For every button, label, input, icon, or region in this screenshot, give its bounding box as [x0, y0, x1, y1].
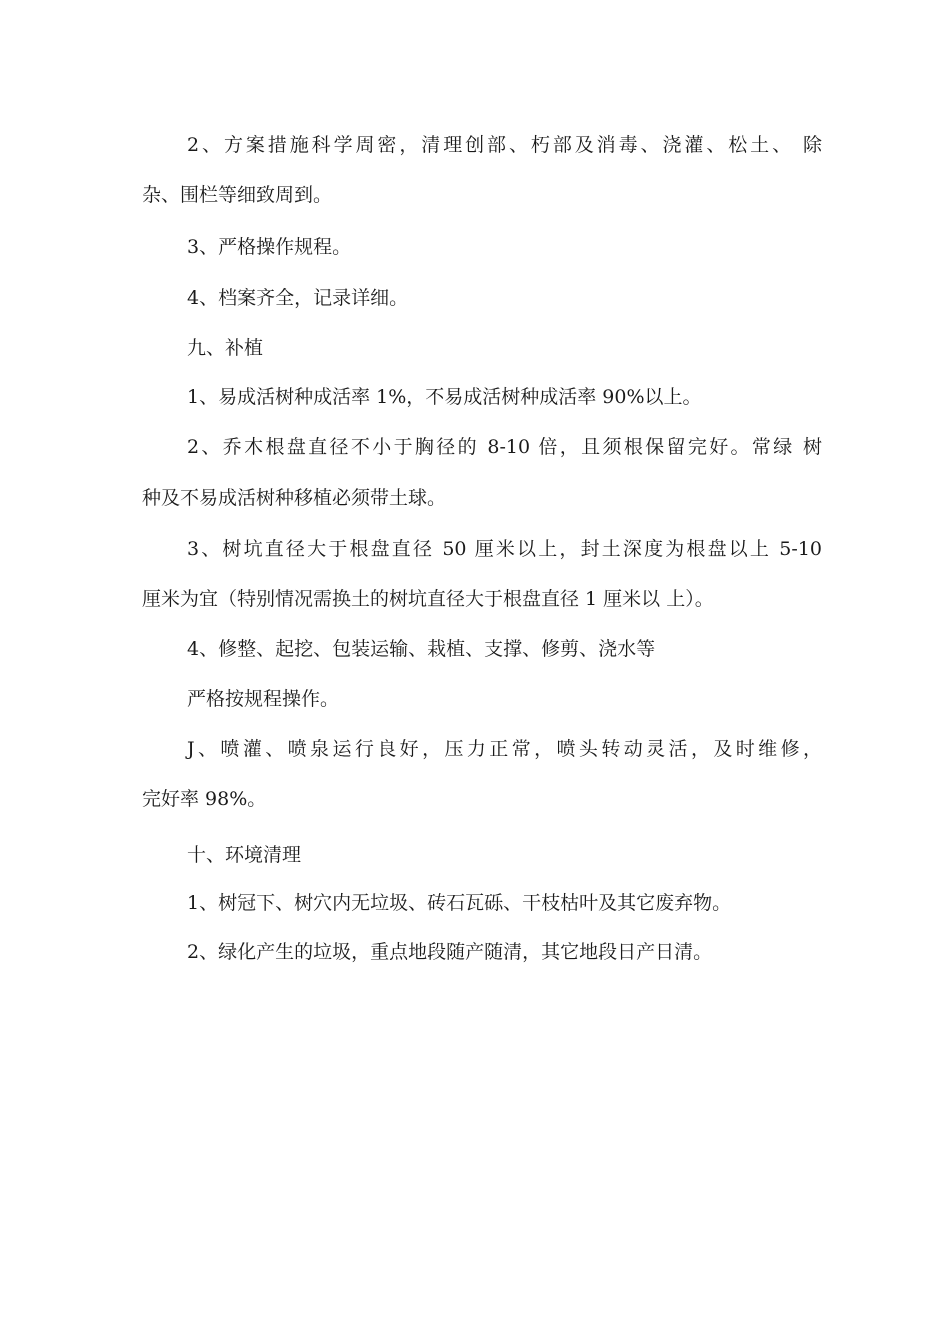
paragraph-line: 杂、围栏等细致周到。	[142, 184, 333, 206]
paragraph-line: 2、方案措施科学周密，清理创部、朽部及消毒、浇灌、松土、 除	[187, 134, 822, 156]
paragraph-line: 严格按规程操作。	[187, 688, 340, 710]
paragraph-line: J、喷灌、喷泉运行良好，压力正常，喷头转动灵活，及时维修，	[187, 738, 822, 760]
paragraph-line: 1、易成活树种成活率 1%，不易成活树种成活率 90%以上。	[187, 386, 702, 408]
section-heading: 九、补植	[187, 337, 264, 359]
paragraph-line: 厘米为宜（特别情况需换土的树坑直径大于根盘直径 1 厘米以 上）。	[142, 588, 714, 610]
paragraph-line: 4、修整、起挖、包装运输、栽植、支撑、修剪、浇水等	[187, 638, 656, 660]
paragraph-line: 1、树冠下、树穴内无垃圾、砖石瓦砾、干枝枯叶及其它废弃物。	[187, 892, 732, 914]
paragraph-line: 3、树坑直径大于根盘直径 50 厘米以上，封土深度为根盘以上 5-10	[187, 538, 822, 560]
paragraph-line: 2、乔木根盘直径不小于胸径的 8-10 倍，且须根保留完好。常绿 树	[187, 436, 822, 458]
paragraph-line: 2、绿化产生的垃圾，重点地段随产随清，其它地段日产日清。	[187, 941, 713, 963]
paragraph-line: 3、严格操作规程。	[187, 236, 352, 258]
paragraph-line: 完好率 98%。	[142, 788, 267, 810]
paragraph-line: 种及不易成活树种移植必须带土球。	[142, 487, 447, 509]
section-heading: 十、环境清理	[187, 844, 302, 866]
paragraph-line: 4、档案齐全，记录详细。	[187, 287, 409, 309]
